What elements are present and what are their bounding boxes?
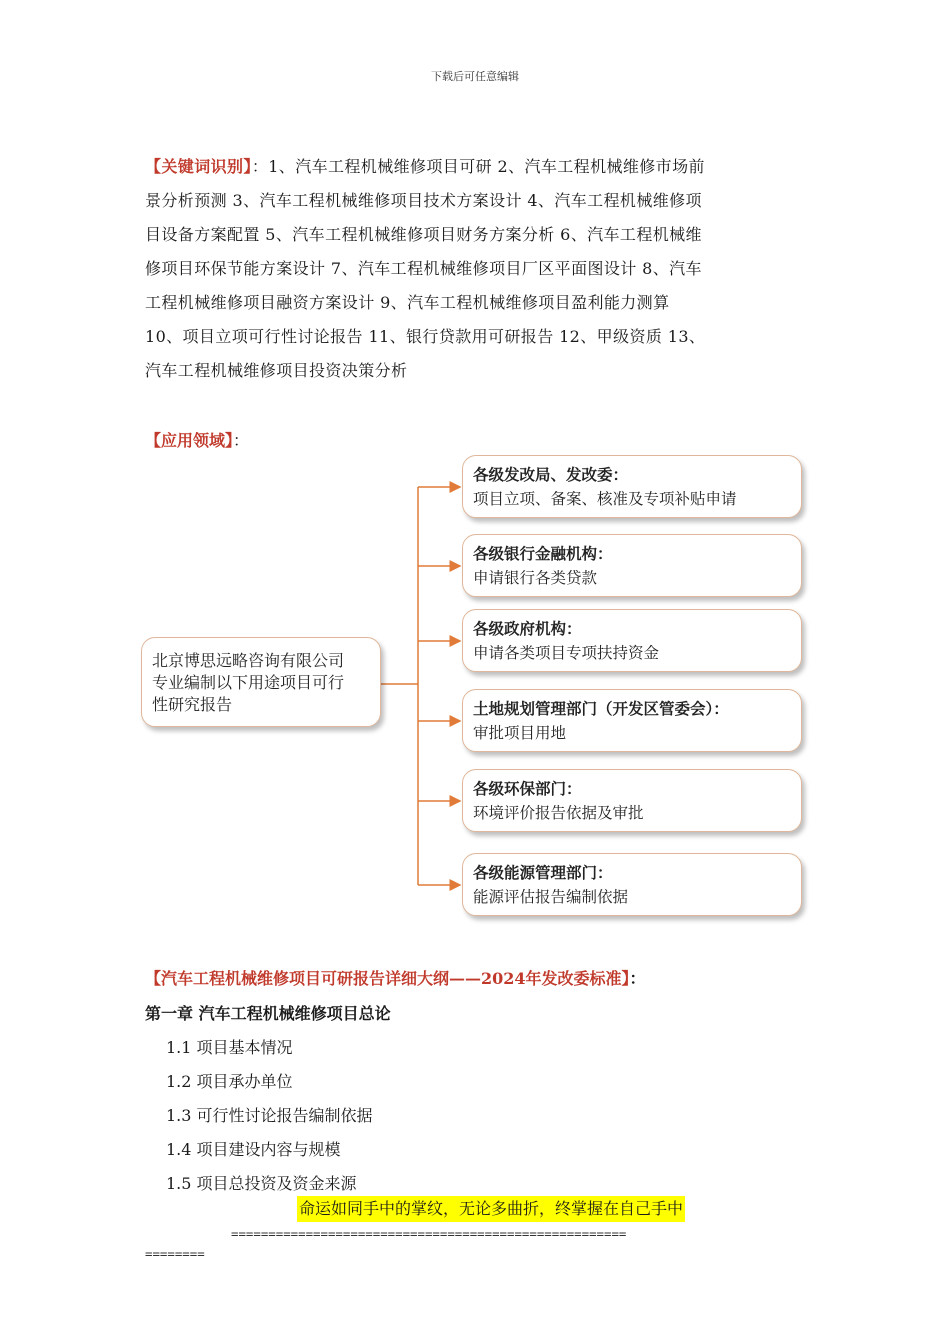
diagram-node-environment: 各级环保部门： 环境评价报告依据及审批: [462, 769, 802, 832]
keywords-line-7: 汽车工程机械维修项目投资决策分析: [145, 361, 408, 380]
separator-rule-2: ========: [145, 1246, 205, 1261]
keywords-line-3: 目设备方案配置 5、汽车工程机械维修项目财务方案分析 6、汽车工程机械维: [145, 225, 702, 244]
diagram-node-ndrc: 各级发改局、发改委： 项目立项、备案、核准及专项补贴申请: [462, 455, 802, 518]
chapter-title: 第一章 汽车工程机械维修项目总论: [145, 1004, 391, 1023]
toc-item-1-2: 1.2 项目承办单位: [166, 1072, 293, 1091]
application-label: 【应用领域】: [145, 431, 234, 450]
diagram-main-box: 北京博思远略咨询有限公司 专业编制以下用途项目可行 性研究报告: [141, 637, 381, 727]
keywords-line-5: 工程机械维修项目融资方案设计 9、汽车工程机械维修项目盈利能力测算: [145, 293, 670, 312]
separator-rule-1: =====================================================: [231, 1226, 627, 1241]
diagram-node-bank: 各级银行金融机构： 申请银行各类贷款: [462, 534, 802, 597]
outline-label: 【汽车工程机械维修项目可研报告详细大纲——2024年发改委标准】: [145, 969, 630, 988]
toc-item-1-3: 1.3 可行性讨论报告编制依据: [166, 1106, 373, 1125]
keywords-label: 【关键词识别】: [145, 157, 252, 176]
diagram-node-energy: 各级能源管理部门： 能源评估报告编制依据: [462, 853, 802, 916]
diagram-node-land: 土地规划管理部门（开发区管委会）： 审批项目用地: [462, 689, 802, 752]
application-heading: 【应用领域】：: [145, 431, 250, 450]
toc-item-1-1: 1.1 项目基本情况: [166, 1038, 293, 1057]
highlighted-quote: 命运如同手中的掌纹，无论多曲折，终掌握在自己手中: [297, 1196, 685, 1222]
toc-item-1-4: 1.4 项目建设内容与规模: [166, 1140, 341, 1159]
diagram-node-government: 各级政府机构： 申请各类项目专项扶持资金: [462, 609, 802, 672]
toc-item-1-5: 1.5 项目总投资及资金来源: [166, 1174, 357, 1193]
keywords-line-2: 景分析预测 3、汽车工程机械维修项目技术方案设计 4、汽车工程机械维修项: [145, 191, 702, 210]
page-header-note: 下载后可任意编辑: [431, 70, 519, 83]
keywords-line-6: 10、项目立项可行性讨论报告 11、银行贷款用可研报告 12、甲级资质 13、: [145, 327, 706, 346]
keywords-paragraph: [145, 150, 810, 388]
outline-heading: 【汽车工程机械维修项目可研报告详细大纲——2024年发改委标准】：: [145, 969, 646, 988]
keywords-colon: ：: [251, 157, 269, 176]
keywords-line-4: 修项目环保节能方案设计 7、汽车工程机械维修项目厂区平面图设计 8、汽车: [145, 259, 702, 278]
keywords-line-1: 【关键词识别】：1、汽车工程机械维修项目可研 2、汽车工程机械维修市场前: [145, 157, 705, 176]
